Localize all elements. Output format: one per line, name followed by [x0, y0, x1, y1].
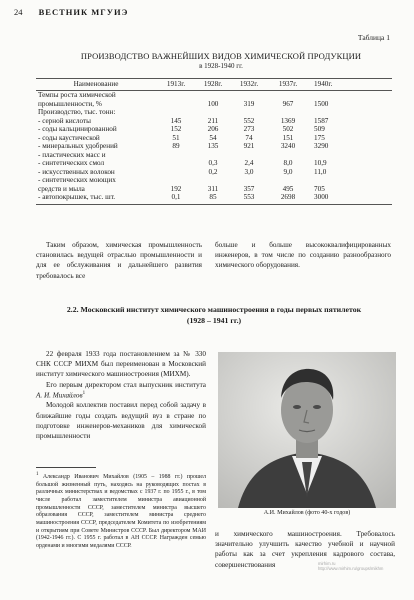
table-row	[36, 185, 392, 193]
row-label: промышленности, %	[38, 99, 102, 108]
table-row	[36, 117, 392, 125]
table-cell: 206	[207, 125, 219, 134]
row-label: - синтетических моющих	[38, 176, 116, 185]
table-header-row	[36, 79, 392, 91]
table-cell	[196, 91, 230, 100]
table-row	[36, 142, 392, 150]
table-cell	[308, 91, 392, 100]
table-cell: 967	[282, 99, 294, 108]
table-subtitle: в 1928-1940 гг.	[199, 61, 243, 70]
portrait-illustration	[218, 352, 396, 508]
portrait-photo	[218, 352, 396, 508]
table-row	[36, 125, 392, 133]
table-cell	[230, 176, 268, 184]
table-row	[36, 176, 392, 184]
section-years: (1928 – 1941 гг.)	[186, 315, 242, 325]
table-cell: 357	[243, 184, 255, 193]
table-cell: 2698	[268, 193, 308, 204]
table-cell: 145	[170, 116, 182, 125]
table-row	[36, 168, 392, 176]
table-cell: 552	[243, 116, 255, 125]
journal-title: ВЕСТНИК МГУИЭ	[38, 7, 129, 17]
row-label: - минеральных удобрений	[38, 142, 118, 151]
table-cell: 151	[282, 133, 294, 142]
table-number: Таблица 1	[357, 33, 390, 42]
table-cell	[196, 108, 230, 116]
table-cell: 495	[282, 184, 294, 193]
table-cell: 553	[230, 193, 268, 204]
row-label: - пластических масс и	[38, 150, 106, 159]
section-title: 2.2. Московский институт химического машиностроения в годы первых пятилеток	[66, 305, 362, 314]
table-cell: 74	[245, 133, 253, 142]
table-row	[36, 91, 392, 100]
table-cell: 921	[243, 142, 255, 151]
footnote-text: Александр Иванович Михайлов (1905 – 1988 гг.) прошел большой жизненный путь, находясь на руководящих постах в различных министерствах и ведомствах с 1937 г. по 1955 г., в том числе работал заместителем министра авиационной промышленности СССР, заместителем министра высшего образования СССР, заместителем министра среднего машиностроения СССР, председателем Комитета по изобретениям и открытиям при Совете Министров СССР. Был директором МАИ (1942-1946 гг.). С 1955 г. работал в АН СССР. Награжден семью орденами и многими медалями СССР.	[36, 473, 206, 550]
watermark	[318, 561, 383, 572]
table-cell: 89	[172, 142, 180, 151]
paragraph-2	[36, 380, 206, 401]
column-header: 1913г.	[156, 79, 196, 91]
table-cell: 211	[207, 116, 219, 125]
paragraph-3	[36, 400, 206, 441]
table-title: ПРОИЗВОДСТВО ВАЖНЕЙШИХ ВИДОВ ХИМИЧЕСКОЙ ПРОДУКЦИИ	[80, 51, 362, 61]
table-cell	[230, 91, 268, 100]
table-cell: 1587	[314, 116, 329, 125]
footnote-mark: 1	[36, 472, 39, 477]
column-header: 1937г.	[268, 79, 308, 91]
table-title-block	[48, 51, 394, 70]
table-cell	[196, 151, 230, 159]
column-header: 1932г.	[230, 79, 268, 91]
paragraph-left	[36, 240, 202, 281]
table-cell: 192	[170, 184, 182, 193]
paragraph-text: Его первым директором стал выпускник института	[46, 380, 206, 389]
table-cell	[268, 91, 308, 100]
table-row	[36, 134, 392, 142]
table-cell: 0,2	[208, 167, 218, 176]
section-heading	[36, 305, 392, 327]
table-cell: 54	[209, 133, 217, 142]
paragraph-right	[215, 240, 391, 271]
table-cell: 51	[172, 133, 180, 142]
row-label: средств и мыла	[38, 184, 85, 193]
column-header: 1928г.	[196, 79, 230, 91]
row-label: - автопокрышек, тыс. шт.	[36, 193, 156, 204]
table-row	[36, 108, 392, 116]
director-name: А. И. Михайлов	[36, 391, 83, 400]
table-cell: 502	[282, 125, 294, 134]
table-cell	[156, 159, 196, 167]
table-cell	[268, 151, 308, 159]
table-cell: 2,4	[244, 159, 254, 168]
table-cell: 85	[196, 193, 230, 204]
table-cell	[156, 108, 196, 116]
table-cell: 152	[170, 125, 182, 134]
row-label: - искусственных волокон	[38, 167, 115, 176]
table-cell: 319	[243, 99, 255, 108]
paragraph-text: больше и больше высококвалифицированных инженеров, в том числе по созданию разнообразного химического оборудования.	[215, 241, 391, 270]
table-cell	[196, 176, 230, 184]
running-header	[14, 7, 128, 17]
table-cell: 9,0	[283, 167, 293, 176]
paragraph-text: 22 февраля 1933 года постановлением за № 330 СНК СССР МИХМ был переименован в Московский институт химического машиностроения (МИХМ).	[36, 350, 206, 379]
table-row	[36, 159, 392, 167]
table-cell: 3,0	[244, 167, 254, 176]
table-row	[36, 151, 392, 159]
table-cell: 0,3	[208, 159, 218, 168]
footnote-reference: 1	[82, 390, 86, 396]
section-body	[36, 349, 206, 441]
table-row	[36, 193, 392, 204]
paragraph-text: Таким образом, химическая промышленность становилась ведущей отраслью промышленности и для ее обслуживания и дальнейшего развития требовалось все	[36, 241, 202, 280]
table-cell	[268, 108, 308, 116]
table-cell: 3290	[314, 142, 329, 151]
row-label: - синтетических смол	[38, 159, 105, 168]
watermark-line: mirhim.ru	[318, 561, 336, 566]
table-cell: 8,0	[283, 159, 293, 168]
table-cell: 0,1	[156, 193, 196, 204]
photo-caption: А.И. Михайлов (фото 40-х годов)	[263, 510, 351, 516]
table-cell	[156, 168, 196, 176]
row-label: Производство, тыс. тонн:	[38, 108, 116, 117]
column-header: Наименование	[36, 79, 156, 91]
table-cell	[156, 176, 196, 184]
row-label: - соды кальцинированной	[38, 125, 117, 134]
table-row	[36, 100, 392, 108]
table-cell: 705	[314, 184, 325, 193]
table-cell	[308, 151, 392, 159]
row-label: - соды каустической	[38, 133, 100, 142]
table-cell	[308, 108, 392, 116]
table-cell: 3240	[280, 142, 296, 151]
row-label: Темпы роста химической	[38, 91, 116, 100]
table-cell	[308, 176, 392, 184]
production-table	[36, 78, 392, 205]
table-cell	[268, 176, 308, 184]
table-cell: 509	[314, 125, 325, 134]
paragraph-text: Молодой коллектив поставил перед собой задачу в ближайшие годы создать ведущий вуз в стране по подготовке инженеров-механиков для химической промышленности	[36, 401, 206, 441]
paragraph-text: и химического машиностроения. Требовалось значительно улучшить качество учебной и научной работы как за счет укрепления кадрового состава, совершенствования	[215, 530, 395, 569]
table-cell: 100	[207, 99, 219, 108]
table-cell	[230, 108, 268, 116]
table-cell: 273	[243, 125, 255, 134]
page-number: 24	[14, 7, 23, 17]
table-cell	[156, 151, 196, 159]
table-cell: 1500	[314, 99, 329, 108]
footnote	[36, 472, 206, 551]
table-cell: 11,0	[314, 167, 327, 176]
watermark-url: http://www.mirhim.ru/groups/mikhm	[318, 566, 384, 572]
paragraph-1	[36, 349, 206, 380]
table-cell: 10,9	[314, 159, 327, 168]
table-cell: 3000	[308, 193, 392, 204]
table-cell: 311	[207, 184, 219, 193]
table-cell	[230, 151, 268, 159]
table-cell: 1369	[280, 116, 296, 125]
table-cell: 175	[314, 133, 325, 142]
table-cell: 135	[207, 142, 219, 151]
row-label: - серной кислоты	[38, 116, 91, 125]
table-cell	[156, 100, 196, 108]
footnote-divider	[36, 467, 96, 468]
table-cell	[156, 91, 196, 100]
column-header: 1940г.	[308, 79, 392, 91]
